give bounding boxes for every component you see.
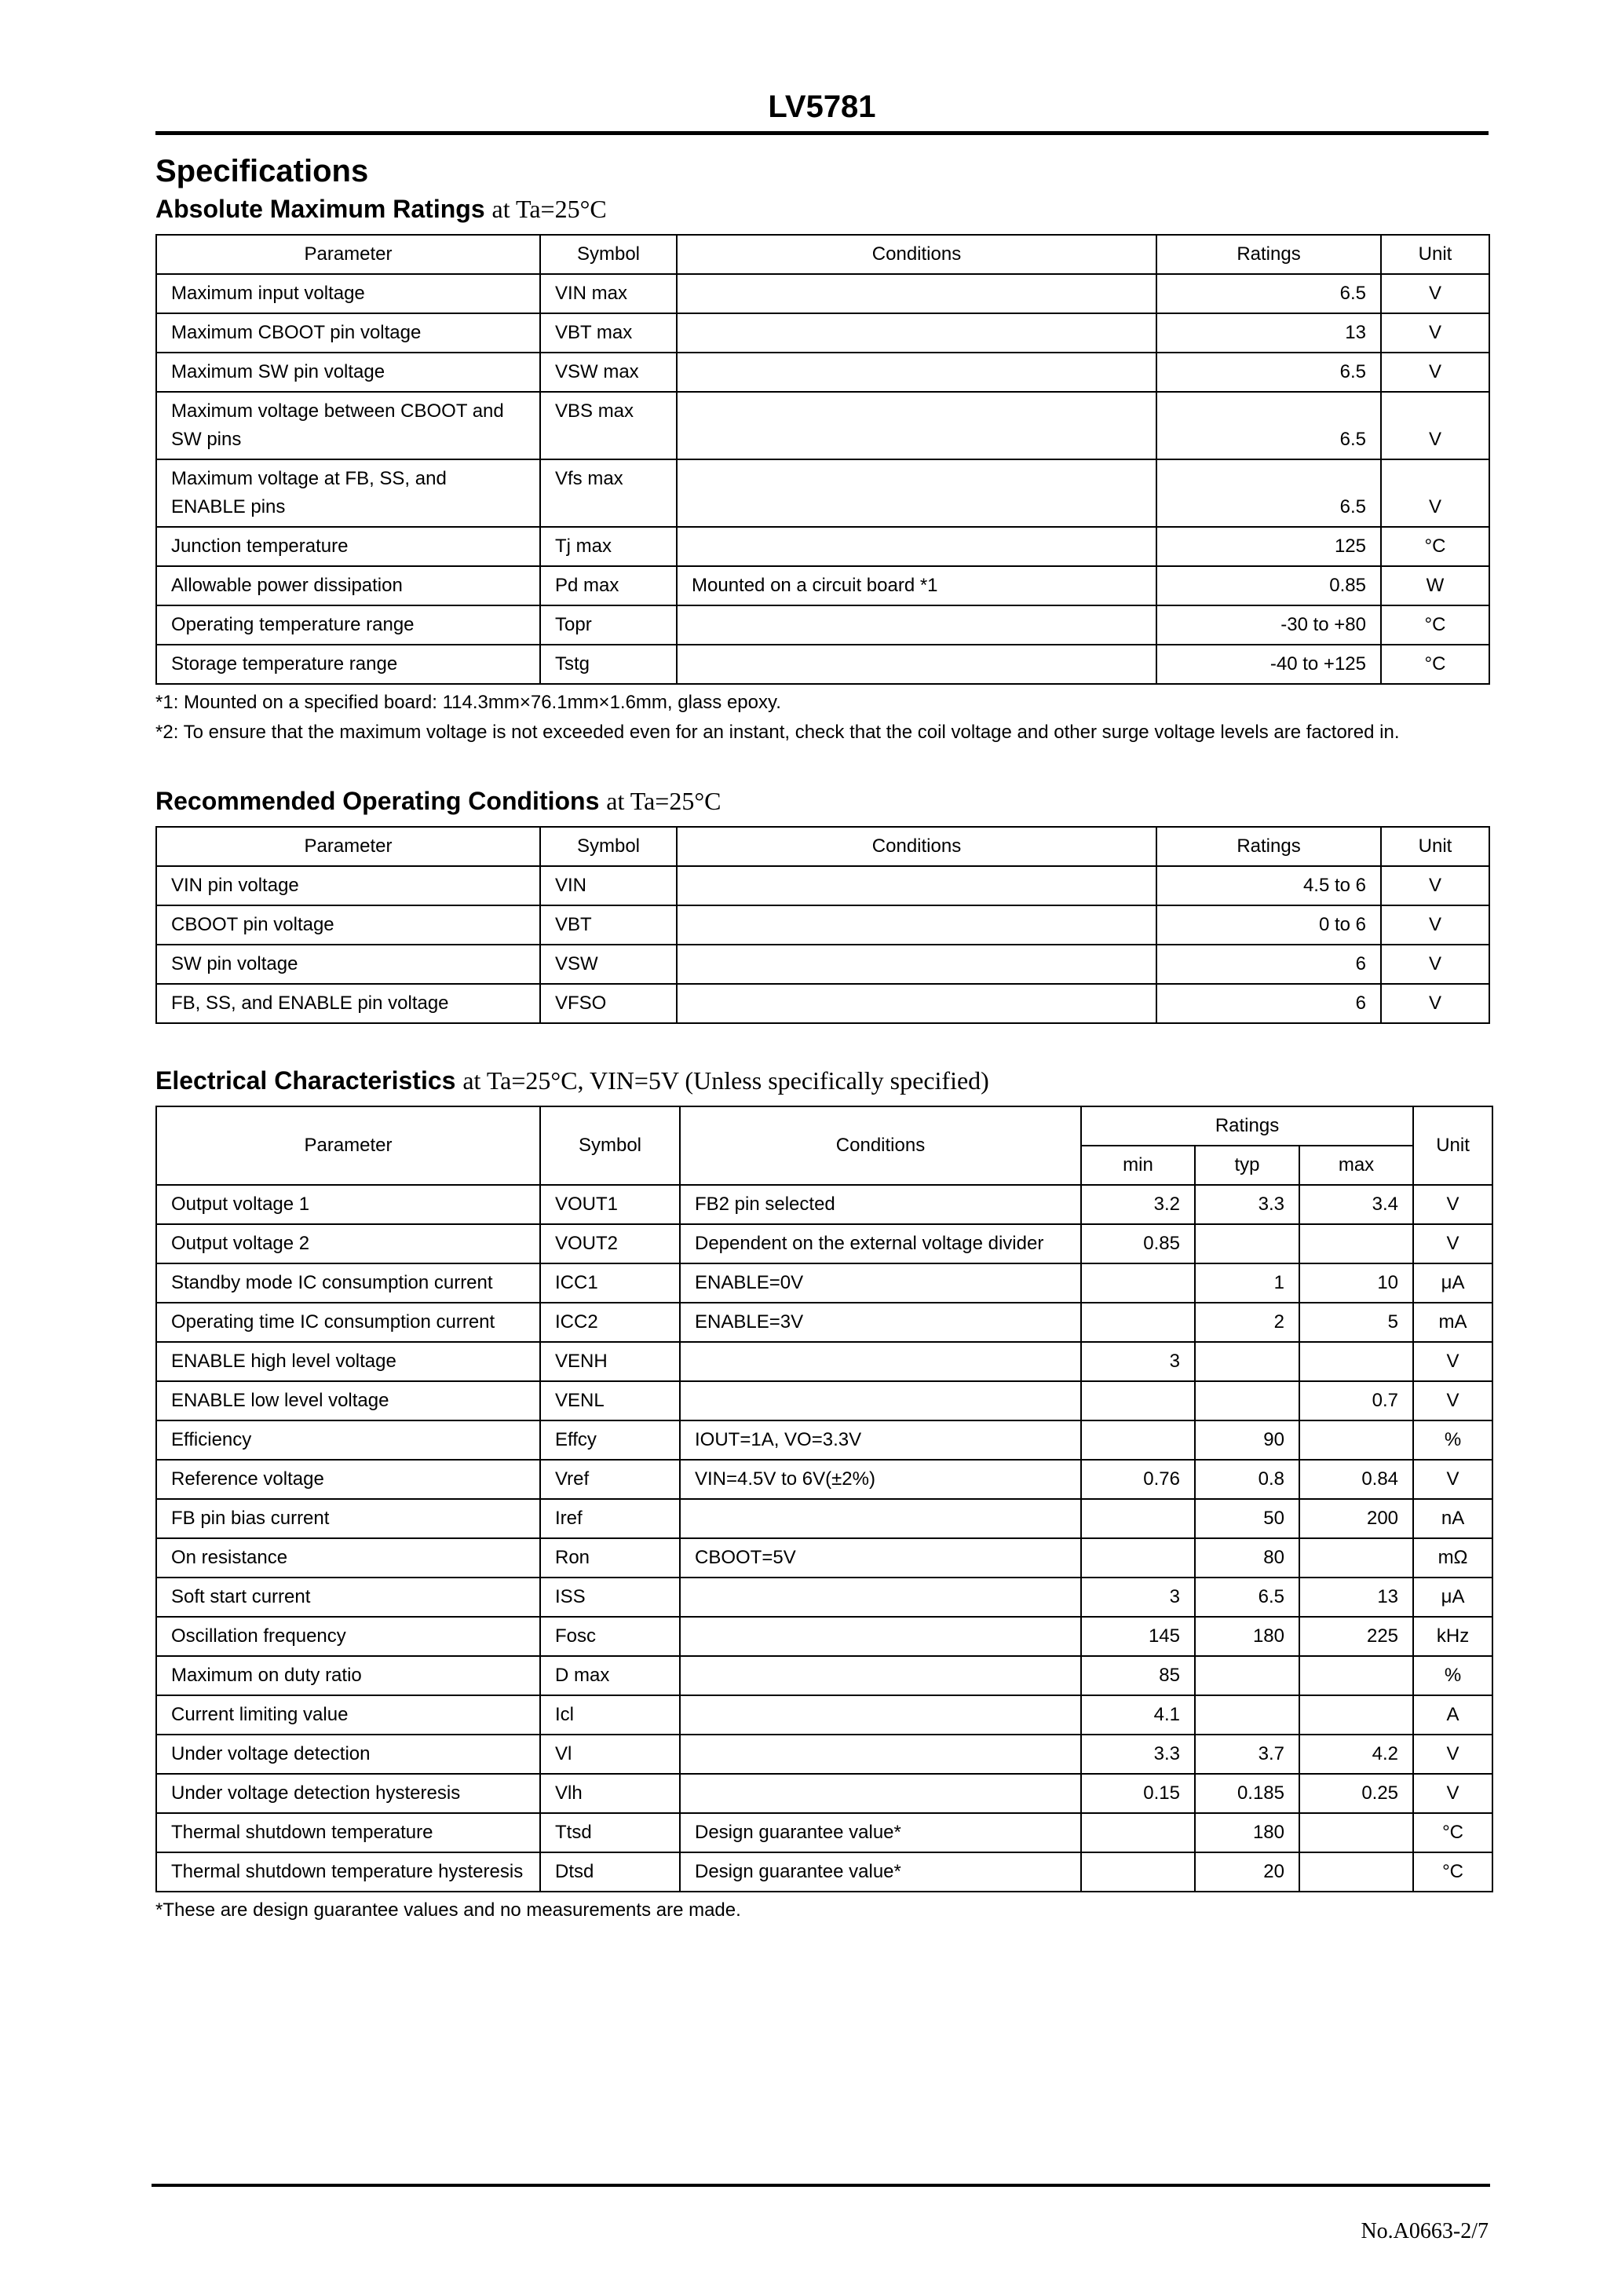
parameter-cell: Maximum CBOOT pin voltage — [156, 313, 540, 353]
unit-cell: V — [1381, 313, 1489, 353]
typ-cell: 3.3 — [1195, 1185, 1299, 1224]
unit-cell: kHz — [1413, 1617, 1492, 1656]
conditions-cell — [680, 1774, 1081, 1813]
max-cell — [1299, 1813, 1413, 1852]
typ-cell — [1195, 1656, 1299, 1695]
col-unit: Unit — [1381, 235, 1489, 274]
max-cell — [1299, 1420, 1413, 1460]
table-row — [156, 1735, 1492, 1774]
rating-cell: 0.85 — [1156, 566, 1381, 605]
parameter-cell: Soft start current — [156, 1578, 540, 1617]
symbol-cell: ISS — [540, 1578, 680, 1617]
conditions-cell — [677, 274, 1156, 313]
parameter-cell: Efficiency — [156, 1420, 540, 1460]
typ-cell — [1195, 1381, 1299, 1420]
typ-cell: 1 — [1195, 1263, 1299, 1303]
symbol-cell: Vlh — [540, 1774, 680, 1813]
symbol-cell: VSW max — [540, 353, 677, 392]
conditions-cell — [677, 313, 1156, 353]
typ-cell — [1195, 1695, 1299, 1735]
conditions-cell — [677, 984, 1156, 1023]
parameter-cell: Output voltage 2 — [156, 1224, 540, 1263]
rec-op-heading — [155, 782, 1489, 820]
parameter-cell: Operating temperature range — [156, 605, 540, 645]
parameter-cell: FB pin bias current — [156, 1499, 540, 1538]
document-title: LV5781 — [155, 82, 1489, 135]
rating-cell: 6.5 — [1156, 353, 1381, 392]
parameter-cell: Maximum input voltage — [156, 274, 540, 313]
conditions-cell — [677, 905, 1156, 945]
max-cell: 5 — [1299, 1303, 1413, 1342]
abs-max-notes — [155, 688, 1489, 748]
symbol-cell: VBT — [540, 905, 677, 945]
table-row — [156, 392, 1489, 459]
symbol-cell: VIN max — [540, 274, 677, 313]
conditions-cell — [680, 1578, 1081, 1617]
conditions-cell: IOUT=1A, VO=3.3V — [680, 1420, 1081, 1460]
min-cell: 0.15 — [1081, 1774, 1195, 1813]
typ-cell: 90 — [1195, 1420, 1299, 1460]
symbol-cell: VENH — [540, 1342, 680, 1381]
min-cell — [1081, 1381, 1195, 1420]
symbol-cell: VOUT1 — [540, 1185, 680, 1224]
conditions-cell — [680, 1499, 1081, 1538]
col-symbol: Symbol — [540, 235, 677, 274]
symbol-cell: VFSO — [540, 984, 677, 1023]
parameter-cell: On resistance — [156, 1538, 540, 1578]
parameter-cell: SW pin voltage — [156, 945, 540, 984]
max-cell — [1299, 1342, 1413, 1381]
elec-table — [155, 1106, 1493, 1892]
symbol-cell: VIN — [540, 866, 677, 905]
unit-cell: °C — [1413, 1852, 1492, 1892]
table-row — [156, 1578, 1492, 1617]
unit-cell: V — [1381, 353, 1489, 392]
min-cell: 3.3 — [1081, 1735, 1195, 1774]
col-parameter: Parameter — [156, 235, 540, 274]
col-parameter: Parameter — [156, 1106, 540, 1185]
rec-op-table — [155, 826, 1490, 1024]
conditions-cell — [677, 645, 1156, 684]
symbol-cell: Vref — [540, 1460, 680, 1499]
min-cell — [1081, 1813, 1195, 1852]
typ-cell — [1195, 1342, 1299, 1381]
rec-op-condition: at Ta=25°C — [606, 787, 721, 815]
unit-cell: °C — [1381, 605, 1489, 645]
rating-cell: 6.5 — [1156, 274, 1381, 313]
max-cell: 0.25 — [1299, 1774, 1413, 1813]
table-row — [156, 1263, 1492, 1303]
typ-cell: 180 — [1195, 1813, 1299, 1852]
rating-cell: 4.5 to 6 — [1156, 866, 1381, 905]
table-row — [156, 605, 1489, 645]
table-row — [156, 566, 1489, 605]
table-row — [156, 1224, 1492, 1263]
symbol-cell: Vfs max — [540, 459, 677, 527]
min-cell — [1081, 1303, 1195, 1342]
elec-heading — [155, 1062, 1489, 1099]
typ-cell: 180 — [1195, 1617, 1299, 1656]
elec-note: *These are design guarantee values and no measurements are made. — [155, 1899, 741, 1921]
max-cell — [1299, 1224, 1413, 1263]
conditions-cell — [677, 527, 1156, 566]
parameter-cell: Operating time IC consumption current — [156, 1303, 540, 1342]
unit-cell: V — [1381, 392, 1489, 459]
min-cell: 85 — [1081, 1656, 1195, 1695]
typ-cell: 80 — [1195, 1538, 1299, 1578]
table-row — [156, 1538, 1492, 1578]
symbol-cell: VENL — [540, 1381, 680, 1420]
conditions-cell — [677, 866, 1156, 905]
typ-cell: 6.5 — [1195, 1578, 1299, 1617]
max-cell: 3.4 — [1299, 1185, 1413, 1224]
parameter-cell: Standby mode IC consumption current — [156, 1263, 540, 1303]
conditions-cell — [677, 945, 1156, 984]
min-cell — [1081, 1852, 1195, 1892]
table-row — [156, 1381, 1492, 1420]
parameter-cell: Junction temperature — [156, 527, 540, 566]
max-cell — [1299, 1852, 1413, 1892]
unit-cell: V — [1381, 984, 1489, 1023]
col-unit: Unit — [1413, 1106, 1492, 1185]
conditions-cell: ENABLE=3V — [680, 1303, 1081, 1342]
table-row — [156, 1617, 1492, 1656]
rating-cell: 6 — [1156, 984, 1381, 1023]
unit-cell: nA — [1413, 1499, 1492, 1538]
table-row — [156, 1774, 1492, 1813]
max-cell: 0.7 — [1299, 1381, 1413, 1420]
symbol-cell: Ttsd — [540, 1813, 680, 1852]
rating-cell: 125 — [1156, 527, 1381, 566]
rating-cell: 13 — [1156, 313, 1381, 353]
max-cell: 200 — [1299, 1499, 1413, 1538]
unit-cell: °C — [1381, 645, 1489, 684]
symbol-cell: Fosc — [540, 1617, 680, 1656]
rating-cell: -40 to +125 — [1156, 645, 1381, 684]
symbol-cell: VOUT2 — [540, 1224, 680, 1263]
conditions-cell — [680, 1381, 1081, 1420]
col-parameter: Parameter — [156, 827, 540, 866]
symbol-cell: ICC2 — [540, 1303, 680, 1342]
min-cell: 145 — [1081, 1617, 1195, 1656]
table-row — [156, 353, 1489, 392]
symbol-cell: Effcy — [540, 1420, 680, 1460]
table-header-row — [156, 1106, 1492, 1146]
unit-cell: V — [1413, 1224, 1492, 1263]
table-row — [156, 1813, 1492, 1852]
unit-cell: V — [1413, 1342, 1492, 1381]
symbol-cell: Icl — [540, 1695, 680, 1735]
typ-cell — [1195, 1224, 1299, 1263]
unit-cell: V — [1413, 1735, 1492, 1774]
col-symbol: Symbol — [540, 827, 677, 866]
table-row — [156, 1852, 1492, 1892]
conditions-cell: VIN=4.5V to 6V(±2%) — [680, 1460, 1081, 1499]
table-row — [156, 274, 1489, 313]
symbol-cell: VSW — [540, 945, 677, 984]
symbol-cell: Topr — [540, 605, 677, 645]
unit-cell: V — [1381, 945, 1489, 984]
parameter-cell: Allowable power dissipation — [156, 566, 540, 605]
unit-cell: % — [1413, 1420, 1492, 1460]
unit-cell: % — [1413, 1656, 1492, 1695]
col-min: min — [1081, 1146, 1195, 1185]
conditions-cell: Design guarantee value* — [680, 1813, 1081, 1852]
unit-cell: mA — [1413, 1303, 1492, 1342]
col-conditions: Conditions — [680, 1106, 1081, 1185]
rec-op-title: Recommended Operating Conditions — [155, 787, 600, 815]
parameter-cell: Maximum voltage between CBOOT and SW pins — [156, 392, 540, 459]
rating-cell: 0 to 6 — [1156, 905, 1381, 945]
unit-cell: A — [1413, 1695, 1492, 1735]
symbol-cell: VBT max — [540, 313, 677, 353]
specifications-heading: Specifications — [155, 154, 369, 188]
conditions-cell: Mounted on a circuit board *1 — [677, 566, 1156, 605]
parameter-cell: Under voltage detection — [156, 1735, 540, 1774]
max-cell: 225 — [1299, 1617, 1413, 1656]
min-cell: 3 — [1081, 1342, 1195, 1381]
min-cell — [1081, 1263, 1195, 1303]
unit-cell: V — [1413, 1381, 1492, 1420]
max-cell: 13 — [1299, 1578, 1413, 1617]
unit-cell: μA — [1413, 1263, 1492, 1303]
col-conditions: Conditions — [677, 827, 1156, 866]
col-typ: typ — [1195, 1146, 1299, 1185]
typ-cell: 2 — [1195, 1303, 1299, 1342]
conditions-cell: FB2 pin selected — [680, 1185, 1081, 1224]
unit-cell: °C — [1381, 527, 1489, 566]
parameter-cell: Maximum voltage at FB, SS, and ENABLE pins — [156, 459, 540, 527]
parameter-cell: Thermal shutdown temperature hysteresis — [156, 1852, 540, 1892]
min-cell: 0.76 — [1081, 1460, 1195, 1499]
table-row — [156, 645, 1489, 684]
conditions-cell — [680, 1656, 1081, 1695]
conditions-cell: Dependent on the external voltage divider — [680, 1224, 1081, 1263]
table-row — [156, 1185, 1492, 1224]
footer-rule — [152, 2184, 1490, 2187]
parameter-cell: ENABLE low level voltage — [156, 1381, 540, 1420]
typ-cell: 0.185 — [1195, 1774, 1299, 1813]
parameter-cell: VIN pin voltage — [156, 866, 540, 905]
symbol-cell: VBS max — [540, 392, 677, 459]
max-cell — [1299, 1538, 1413, 1578]
col-symbol: Symbol — [540, 1106, 680, 1185]
table-row — [156, 945, 1489, 984]
col-ratings: Ratings — [1156, 827, 1381, 866]
conditions-cell — [680, 1695, 1081, 1735]
unit-cell: V — [1413, 1460, 1492, 1499]
conditions-cell: CBOOT=5V — [680, 1538, 1081, 1578]
parameter-cell: Maximum SW pin voltage — [156, 353, 540, 392]
conditions-cell — [677, 392, 1156, 459]
col-max: max — [1299, 1146, 1413, 1185]
table-row — [156, 459, 1489, 527]
parameter-cell: Output voltage 1 — [156, 1185, 540, 1224]
table-row — [156, 313, 1489, 353]
col-ratings: Ratings — [1081, 1106, 1413, 1146]
abs-max-title: Absolute Maximum Ratings — [155, 195, 485, 223]
max-cell: 4.2 — [1299, 1735, 1413, 1774]
table-row — [156, 984, 1489, 1023]
typ-cell: 3.7 — [1195, 1735, 1299, 1774]
unit-cell: V — [1381, 459, 1489, 527]
min-cell: 4.1 — [1081, 1695, 1195, 1735]
symbol-cell: Ron — [540, 1538, 680, 1578]
typ-cell: 50 — [1195, 1499, 1299, 1538]
symbol-cell: D max — [540, 1656, 680, 1695]
min-cell: 3 — [1081, 1578, 1195, 1617]
min-cell: 3.2 — [1081, 1185, 1195, 1224]
unit-cell: °C — [1413, 1813, 1492, 1852]
table-row — [156, 905, 1489, 945]
rating-cell: 6.5 — [1156, 459, 1381, 527]
conditions-cell — [677, 605, 1156, 645]
col-unit: Unit — [1381, 827, 1489, 866]
unit-cell: μA — [1413, 1578, 1492, 1617]
abs-max-condition: at Ta=25°C — [491, 195, 607, 223]
conditions-cell — [680, 1735, 1081, 1774]
parameter-cell: Storage temperature range — [156, 645, 540, 684]
table-row — [156, 1695, 1492, 1735]
conditions-cell: ENABLE=0V — [680, 1263, 1081, 1303]
symbol-cell: Dtsd — [540, 1852, 680, 1892]
parameter-cell: Current limiting value — [156, 1695, 540, 1735]
abs-max-heading — [155, 190, 1489, 228]
symbol-cell: Pd max — [540, 566, 677, 605]
conditions-cell — [677, 353, 1156, 392]
unit-cell: W — [1381, 566, 1489, 605]
max-cell: 0.84 — [1299, 1460, 1413, 1499]
table-row — [156, 1342, 1492, 1381]
min-cell — [1081, 1538, 1195, 1578]
table-header-row — [156, 827, 1489, 866]
table-row — [156, 1303, 1492, 1342]
min-cell: 0.85 — [1081, 1224, 1195, 1263]
symbol-cell: ICC1 — [540, 1263, 680, 1303]
page — [155, 82, 1489, 1925]
max-cell — [1299, 1656, 1413, 1695]
conditions-cell — [680, 1342, 1081, 1381]
table-row — [156, 1499, 1492, 1538]
parameter-cell: Oscillation frequency — [156, 1617, 540, 1656]
rating-cell: 6.5 — [1156, 392, 1381, 459]
symbol-cell: Tstg — [540, 645, 677, 684]
abs-max-table — [155, 234, 1490, 685]
symbol-cell: Tj max — [540, 527, 677, 566]
parameter-cell: Thermal shutdown temperature — [156, 1813, 540, 1852]
unit-cell: V — [1413, 1185, 1492, 1224]
table-row — [156, 527, 1489, 566]
typ-cell: 20 — [1195, 1852, 1299, 1892]
conditions-cell — [680, 1617, 1081, 1656]
table-row — [156, 866, 1489, 905]
parameter-cell: CBOOT pin voltage — [156, 905, 540, 945]
max-cell — [1299, 1695, 1413, 1735]
conditions-cell: Design guarantee value* — [680, 1852, 1081, 1892]
min-cell — [1081, 1420, 1195, 1460]
page-number: No.A0663-2/7 — [1361, 2219, 1489, 2243]
rating-cell: 6 — [1156, 945, 1381, 984]
typ-cell: 0.8 — [1195, 1460, 1299, 1499]
conditions-cell — [677, 459, 1156, 527]
table-row — [156, 1460, 1492, 1499]
unit-cell: V — [1381, 274, 1489, 313]
table-row — [156, 1420, 1492, 1460]
min-cell — [1081, 1499, 1195, 1538]
unit-cell: V — [1381, 866, 1489, 905]
symbol-cell: Iref — [540, 1499, 680, 1538]
parameter-cell: Reference voltage — [156, 1460, 540, 1499]
rating-cell: -30 to +80 — [1156, 605, 1381, 645]
col-conditions: Conditions — [677, 235, 1156, 274]
parameter-cell: FB, SS, and ENABLE pin voltage — [156, 984, 540, 1023]
elec-title: Electrical Characteristics — [155, 1066, 456, 1095]
unit-cell: V — [1413, 1774, 1492, 1813]
parameter-cell: Maximum on duty ratio — [156, 1656, 540, 1695]
unit-cell: mΩ — [1413, 1538, 1492, 1578]
table-header-row — [156, 235, 1489, 274]
parameter-cell: ENABLE high level voltage — [156, 1342, 540, 1381]
parameter-cell: Under voltage detection hysteresis — [156, 1774, 540, 1813]
table-row — [156, 1656, 1492, 1695]
footnote-2: *2: To ensure that the maximum voltage is not exceeded even for an instant, check that the coil voltage and other surge voltage levels are factored in. — [155, 722, 1400, 743]
col-ratings: Ratings — [1156, 235, 1381, 274]
footnote-1: *1: Mounted on a specified board: 114.3mm×76.1mm×1.6mm, glass epoxy. — [155, 692, 781, 713]
elec-condition: at Ta=25°C, VIN=5V (Unless specifically specified) — [462, 1066, 989, 1095]
unit-cell: V — [1381, 905, 1489, 945]
max-cell: 10 — [1299, 1263, 1413, 1303]
symbol-cell: Vl — [540, 1735, 680, 1774]
